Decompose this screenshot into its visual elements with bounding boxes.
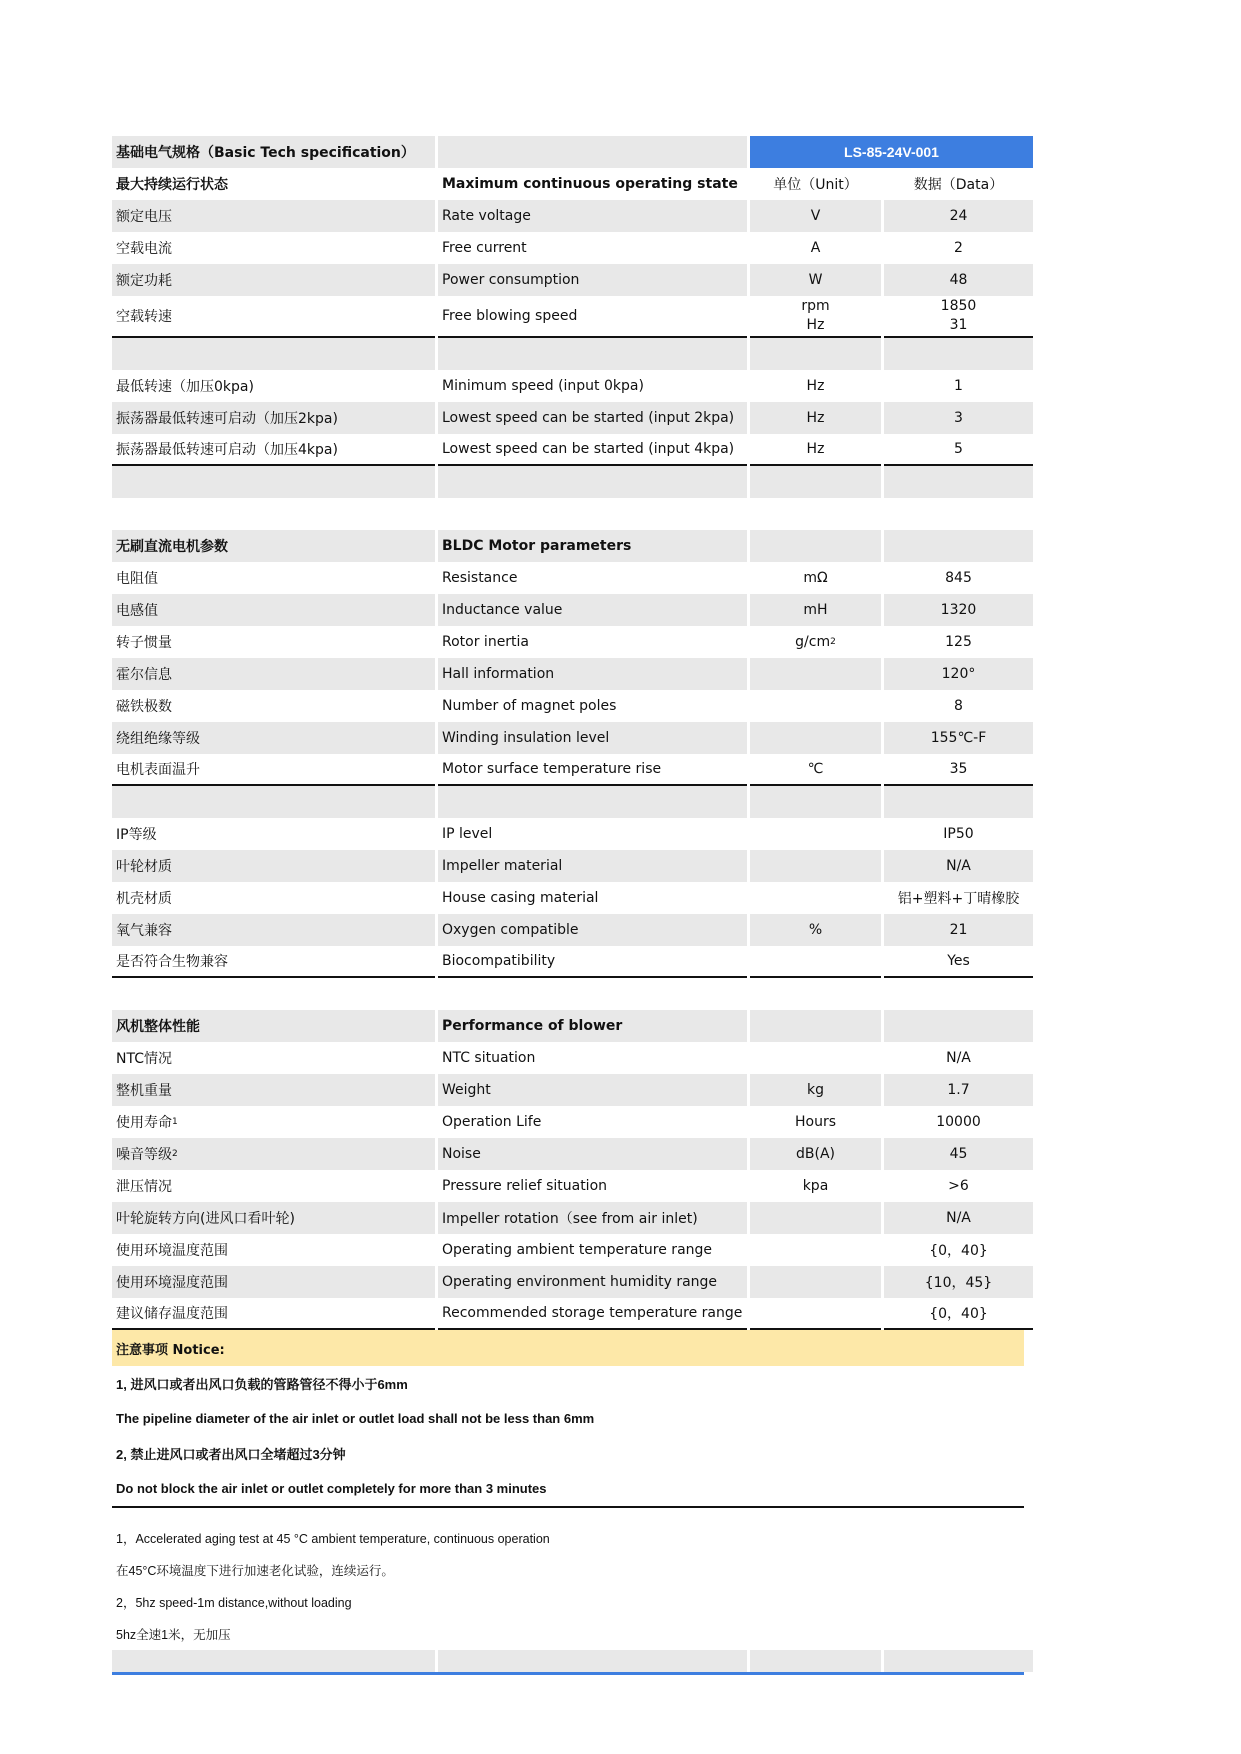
label-en-text: Operating environment humidity range	[442, 1274, 718, 1290]
label-en-text: Inductance value	[442, 602, 563, 618]
label-en	[438, 434, 747, 466]
label-cn-text: 氧气兼容	[116, 923, 172, 939]
value-cell	[884, 946, 1033, 978]
notice-line: 1, 进风口或者出风口负载的管路管径不得小于6mm	[116, 1377, 408, 1392]
label-en-text: Biocompatibility	[442, 953, 556, 969]
label-cn	[112, 914, 435, 946]
value-cell	[884, 690, 1033, 722]
value-cell	[884, 722, 1033, 754]
table-row	[112, 264, 1024, 296]
unit-header: 单位（Unit）	[773, 177, 858, 193]
spec-title-row	[112, 136, 1024, 168]
label-en-text: Power consumption	[442, 272, 580, 288]
value-cell	[884, 1202, 1033, 1234]
table-row	[112, 1170, 1024, 1202]
label-cn	[112, 434, 435, 466]
value-cell-text: 45	[949, 1146, 968, 1162]
label-cn	[112, 370, 435, 402]
unit-cell-text: g/cm	[795, 634, 831, 650]
electrical-rows	[112, 200, 1024, 296]
label-cn-text: 绕组绝缘等级	[116, 731, 200, 747]
unit-cell-text: V	[810, 208, 821, 224]
section-title: 基础电气规格（Basic Tech specification）	[112, 136, 435, 168]
table-row	[112, 370, 1024, 402]
label-en-text: IP level	[442, 826, 493, 842]
unit-cell	[750, 1234, 881, 1266]
label-cn-text: 振荡器最低转速可启动（加压2kpa)	[116, 411, 338, 427]
footnote: 2，5hz speed-1m distance,without loading	[116, 1596, 352, 1610]
notice-line: Do not block the air inlet or outlet completely for more than 3 minutes	[112, 1471, 1024, 1508]
table-row	[112, 402, 1024, 434]
table-row	[112, 882, 1024, 914]
data-header: 数据（Data）	[913, 177, 1004, 193]
unit-cell-text: kpa	[802, 1178, 829, 1194]
label-cn	[112, 594, 435, 626]
label-cn	[112, 690, 435, 722]
label-en	[438, 946, 747, 978]
label-cn-text: 霍尔信息	[116, 667, 172, 683]
label-en	[438, 914, 747, 946]
unit-cell	[750, 434, 881, 466]
value-cell	[884, 1170, 1033, 1202]
label-en-text: House casing material	[442, 890, 599, 906]
value-cell	[884, 1106, 1033, 1138]
table-row	[112, 562, 1024, 594]
table-row	[112, 914, 1024, 946]
label-cn	[112, 1298, 435, 1330]
label-en-text: NTC situation	[442, 1050, 536, 1066]
label-cn-text: 使用环境温度范围	[116, 1243, 228, 1259]
label-cn	[112, 1042, 435, 1074]
label-cn	[112, 626, 435, 658]
label-cn	[112, 1074, 435, 1106]
unit-rpm: rpm	[801, 298, 830, 314]
unit-cell	[750, 658, 881, 690]
motor-section-header	[112, 530, 1024, 562]
unit-hz: Hz	[806, 317, 825, 333]
value-rpm: 1850	[940, 298, 977, 314]
label-en-text: Operation Life	[442, 1114, 542, 1130]
value-cell-text: 5	[954, 441, 963, 457]
label-en	[438, 882, 747, 914]
table-row	[112, 626, 1024, 658]
value-cell-text: {0，40}	[929, 1306, 988, 1322]
unit-cell-text: mΩ	[803, 570, 828, 586]
unit-cell	[750, 1042, 881, 1074]
table-row	[112, 434, 1024, 466]
value-cell-text: {0，40}	[929, 1243, 988, 1259]
label-cn-text: NTC情况	[116, 1051, 172, 1067]
footnote: 在45°C环境温度下进行加速老化试验，连续运行。	[116, 1564, 394, 1578]
label-en-text: Free current	[442, 240, 527, 256]
value-cell-text: 48	[949, 272, 968, 288]
value-cell-text: 155℃-F	[930, 730, 987, 746]
blank-cell	[438, 136, 747, 168]
value-cell-text: N/A	[946, 858, 971, 874]
motor-rows	[112, 562, 1024, 786]
value-cell	[884, 1298, 1033, 1330]
value-cell	[884, 754, 1033, 786]
value-cell-text: 10000	[936, 1114, 981, 1130]
value-cell	[884, 370, 1033, 402]
table-row	[112, 1138, 1024, 1170]
value-cell	[884, 1138, 1033, 1170]
spec-sheet	[112, 136, 1024, 1675]
value-cell	[884, 1234, 1033, 1266]
label-cn-text: 使用环境湿度范围	[116, 1275, 228, 1291]
free-speed-units	[750, 296, 881, 338]
footnote: 5hz全速1米，无加压	[116, 1628, 231, 1642]
blank-row	[112, 338, 1024, 370]
label-en	[438, 232, 747, 264]
footnote: 1，Accelerated aging test at 45 °C ambient temperature, continuous operation	[116, 1532, 550, 1546]
label-cn-text: 叶轮旋转方向(进风口看叶轮)	[116, 1211, 295, 1227]
value-cell	[884, 562, 1033, 594]
value-cell	[884, 200, 1033, 232]
label-en	[438, 690, 747, 722]
value-cell	[884, 658, 1033, 690]
label-en	[438, 754, 747, 786]
label-en	[438, 818, 747, 850]
table-row	[112, 818, 1024, 850]
unit-cell-text: mH	[803, 602, 828, 618]
label-en	[438, 1138, 747, 1170]
label-cn	[112, 562, 435, 594]
table-row	[112, 658, 1024, 690]
label-cn-text: 额定电压	[116, 209, 172, 225]
value-cell	[884, 914, 1033, 946]
label-en	[438, 722, 747, 754]
unit-cell	[750, 200, 881, 232]
label-cn-text: 转子惯量	[116, 635, 172, 651]
table-row	[112, 1074, 1024, 1106]
table-row	[112, 1234, 1024, 1266]
unit-cell	[750, 850, 881, 882]
label-cn-text: 最低转速（加压0kpa)	[116, 379, 254, 395]
label-cn-text: 电阻值	[116, 571, 158, 587]
table-row	[112, 594, 1024, 626]
label-en-text: Rotor inertia	[442, 634, 530, 650]
label-cn-text: IP等级	[116, 827, 157, 843]
label-en-text: Motor surface temperature rise	[442, 761, 662, 777]
label-cn	[112, 658, 435, 690]
label-en	[438, 264, 747, 296]
unit-cell-text: A	[810, 240, 821, 256]
table-row	[112, 232, 1024, 264]
unit-cell	[750, 1106, 881, 1138]
free-speed-cn: 空载转速	[112, 296, 435, 338]
value-hz: 31	[949, 317, 968, 333]
label-cn	[112, 1234, 435, 1266]
free-speed-en: Free blowing speed	[438, 296, 747, 338]
unit-cell	[750, 1298, 881, 1330]
value-cell-text: {10，45}	[924, 1275, 993, 1291]
label-cn-text: 整机重量	[116, 1083, 172, 1099]
label-en	[438, 1298, 747, 1330]
value-cell-text: 铝+塑料+丁晴橡胶	[897, 891, 1020, 907]
label-en	[438, 1202, 747, 1234]
label-en-text: Lowest speed can be started (input 4kpa)	[442, 441, 735, 457]
label-cn	[112, 818, 435, 850]
label-cn	[112, 882, 435, 914]
value-cell-text: 125	[945, 634, 972, 650]
label-en	[438, 1106, 747, 1138]
unit-cell	[750, 818, 881, 850]
unit-cell	[750, 690, 881, 722]
value-cell	[884, 1266, 1033, 1298]
unit-cell-text: Hz	[806, 378, 825, 394]
label-en	[438, 402, 747, 434]
unit-cell	[750, 722, 881, 754]
label-cn-text: 电感值	[116, 603, 158, 619]
value-cell-text: 8	[954, 698, 963, 714]
unit-cell	[750, 232, 881, 264]
motor-title-en: BLDC Motor parameters	[438, 530, 747, 562]
value-cell	[884, 1042, 1033, 1074]
label-cn-text: 振荡器最低转速可启动（加压4kpa)	[116, 442, 338, 458]
unit-cell-text: Hz	[806, 441, 825, 457]
notice-line: 2, 禁止进风口或者出风口全堵超过3分钟	[116, 1447, 346, 1462]
table-row	[112, 200, 1024, 232]
value-cell-text: 21	[949, 922, 968, 938]
notice-title: 注意事项 Notice:	[112, 1330, 1024, 1366]
label-cn: 噪音等级 2	[112, 1138, 435, 1170]
label-en-text: Weight	[442, 1082, 491, 1098]
table-row	[112, 690, 1024, 722]
unit-cell	[750, 264, 881, 296]
label-cn-text: 是否符合生物兼容	[116, 954, 228, 970]
model-number: LS-85-24V-001	[750, 136, 1033, 168]
unit-cell-text: Hours	[794, 1114, 836, 1130]
unit-cell-text: ℃	[807, 761, 824, 777]
label-en	[438, 850, 747, 882]
table-row	[112, 754, 1024, 786]
label-en-text: Hall information	[442, 666, 555, 682]
label-en	[438, 1074, 747, 1106]
label-en	[438, 1266, 747, 1298]
unit-cell-text: dB(A)	[796, 1146, 835, 1162]
notice-line: The pipeline diameter of the air inlet or outlet load shall not be less than 6mm	[116, 1411, 595, 1426]
label-cn-text: 磁铁极数	[116, 699, 172, 715]
unit-cell	[750, 562, 881, 594]
value-cell	[884, 434, 1033, 466]
label-en	[438, 200, 747, 232]
label-en-text: Rate voltage	[442, 208, 531, 224]
value-cell-text: 2	[954, 240, 963, 256]
label-en-text: Number of magnet poles	[442, 698, 617, 714]
label-en-text: Recommended storage temperature range	[442, 1305, 743, 1321]
label-cn	[112, 754, 435, 786]
label-en	[438, 1042, 747, 1074]
unit-cell	[750, 882, 881, 914]
value-cell-text: 3	[954, 410, 963, 426]
label-en	[438, 562, 747, 594]
state-label-cn: 最大持续运行状态	[116, 177, 228, 193]
label-cn-text: 额定功耗	[116, 273, 172, 289]
value-cell	[884, 594, 1033, 626]
value-cell	[884, 402, 1033, 434]
motor-title-cn: 无刷直流电机参数	[112, 530, 435, 562]
value-cell-text: 120°	[941, 666, 976, 682]
label-cn-text: 机壳材质	[116, 891, 172, 907]
unit-cell	[750, 754, 881, 786]
label-cn-text: 建议储存温度范围	[116, 1306, 228, 1322]
label-cn	[112, 200, 435, 232]
state-label-en: Maximum continuous operating state	[442, 176, 738, 192]
unit-cell-text: %	[808, 922, 823, 938]
label-cn	[112, 264, 435, 296]
value-cell-text: 35	[949, 761, 968, 777]
label-en-text: Oxygen compatible	[442, 922, 579, 938]
unit-cell	[750, 1074, 881, 1106]
label-cn	[112, 946, 435, 978]
label-en-text: Resistance	[442, 570, 518, 586]
value-cell-text: 1.7	[947, 1082, 970, 1098]
label-cn	[112, 850, 435, 882]
table-row	[112, 1202, 1024, 1234]
label-en	[438, 1234, 747, 1266]
value-cell	[884, 626, 1033, 658]
table-row	[112, 1106, 1024, 1138]
performance-section-header	[112, 1010, 1024, 1042]
table-row	[112, 1266, 1024, 1298]
unit-cell	[750, 946, 881, 978]
table-row	[112, 946, 1024, 978]
value-cell-text: IP50	[943, 826, 974, 842]
value-cell-text: N/A	[946, 1050, 971, 1066]
speed-rows	[112, 370, 1024, 466]
label-en	[438, 1170, 747, 1202]
unit-cell: g/cm 2	[795, 634, 836, 650]
label-cn	[112, 402, 435, 434]
value-cell-text: 24	[949, 208, 968, 224]
label-en-text: Winding insulation level	[442, 730, 610, 746]
value-cell	[884, 850, 1033, 882]
misc-rows	[112, 818, 1024, 978]
unit-cell-text: kg	[807, 1082, 824, 1098]
label-en-text: Impeller material	[442, 858, 563, 874]
label-en	[438, 658, 747, 690]
unit-cell	[750, 370, 881, 402]
performance-rows	[112, 1042, 1024, 1330]
label-en-text: Noise	[442, 1146, 481, 1162]
value-cell	[884, 1074, 1033, 1106]
unit-cell	[750, 1138, 881, 1170]
label-en-text: Operating ambient temperature range	[442, 1242, 713, 1258]
label-cn	[112, 1202, 435, 1234]
value-cell	[884, 818, 1033, 850]
label-en-text: Impeller rotation（see from air inlet)	[442, 1211, 698, 1227]
label-en	[438, 626, 747, 658]
blank-row	[112, 466, 1024, 498]
bottom-rule-row	[112, 1650, 1024, 1675]
value-cell-text: Yes	[947, 953, 970, 969]
unit-cell	[750, 1266, 881, 1298]
free-speed-values	[884, 296, 1033, 338]
table-row	[112, 850, 1024, 882]
table-row	[112, 1042, 1024, 1074]
unit-cell	[750, 1170, 881, 1202]
label-cn-text: 泄压情况	[116, 1179, 172, 1195]
unit-cell	[750, 594, 881, 626]
label-cn	[112, 1170, 435, 1202]
label-en	[438, 594, 747, 626]
label-en-text: Minimum speed (input 0kpa)	[442, 378, 644, 394]
label-cn: 使用寿命 1	[112, 1106, 435, 1138]
value-cell	[884, 264, 1033, 296]
unit-cell	[750, 1202, 881, 1234]
label-cn-text: 噪音等级	[116, 1147, 172, 1163]
performance-title-cn: 风机整体性能	[112, 1010, 435, 1042]
table-row	[112, 1298, 1024, 1330]
label-en-text: Lowest speed can be started (input 2kpa)	[442, 410, 735, 426]
label-cn-text: 空载电流	[116, 241, 172, 257]
label-cn-text: 叶轮材质	[116, 859, 172, 875]
unit-cell	[750, 402, 881, 434]
value-cell-text: 845	[945, 570, 972, 586]
value-cell-text: N/A	[946, 1210, 971, 1226]
label-cn	[112, 722, 435, 754]
unit-cell	[750, 914, 881, 946]
value-cell	[884, 232, 1033, 264]
label-en-text: Pressure relief situation	[442, 1178, 608, 1194]
blank-row	[112, 786, 1024, 818]
label-cn-text: 使用寿命	[116, 1115, 172, 1131]
label-cn	[112, 1266, 435, 1298]
value-cell-text: 1320	[940, 602, 977, 618]
unit-cell-text: W	[808, 272, 823, 288]
unit-cell-text: Hz	[806, 410, 825, 426]
column-header-row	[112, 168, 1024, 200]
performance-title-en: Performance of blower	[438, 1010, 747, 1042]
label-en	[438, 370, 747, 402]
table-row	[112, 296, 1024, 338]
value-cell-text: 1	[954, 378, 963, 394]
table-row	[112, 722, 1024, 754]
label-cn-text: 电机表面温升	[116, 762, 200, 778]
value-cell-text: >6	[948, 1178, 969, 1194]
label-cn	[112, 232, 435, 264]
value-cell	[884, 882, 1033, 914]
